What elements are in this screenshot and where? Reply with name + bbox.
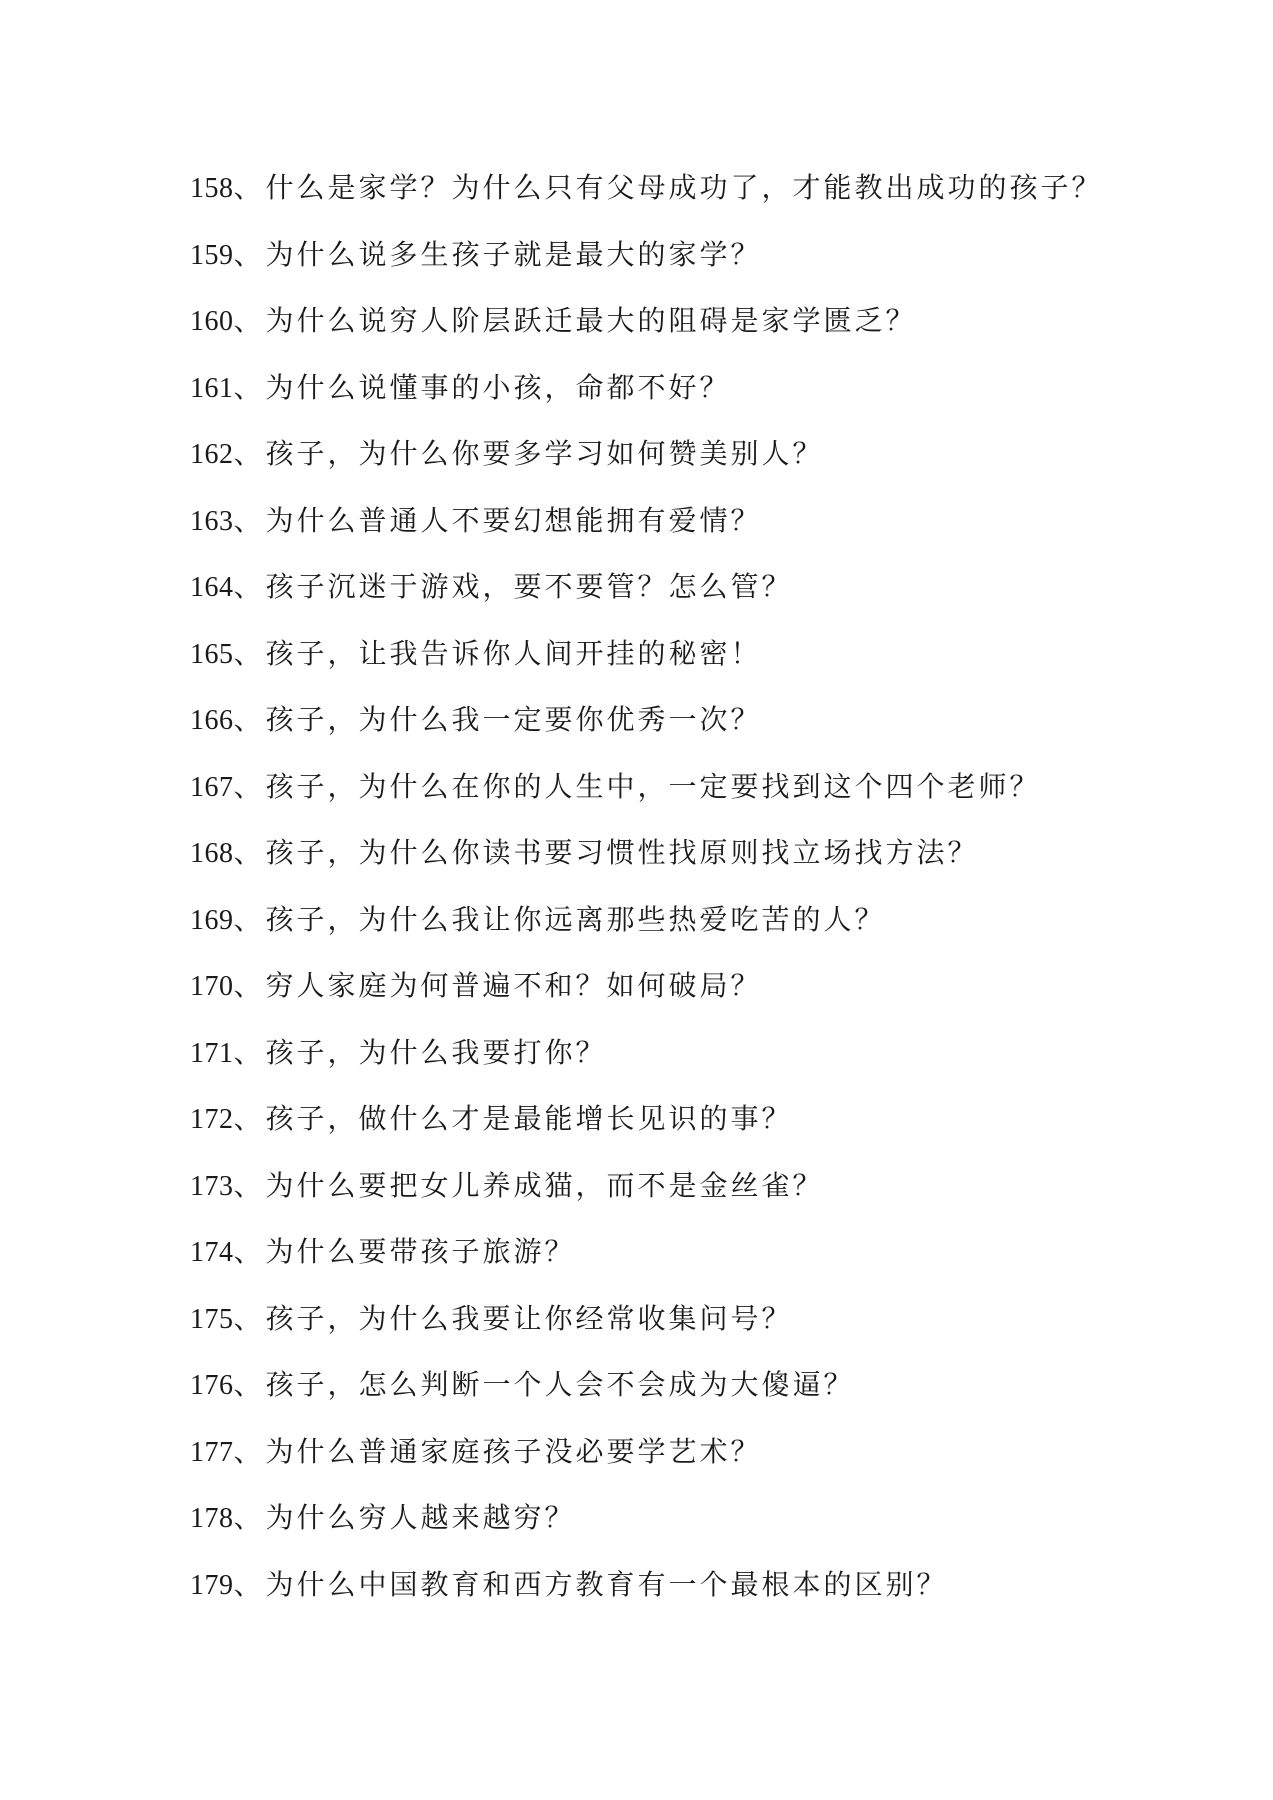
question-item — [190, 825, 1103, 892]
question-text: 为什么普通家庭孩子没必要学艺术？ — [265, 1434, 762, 1468]
question-text: 穷人家庭为何普遍不和？如何破局？ — [265, 969, 762, 1002]
question-item — [190, 626, 1103, 693]
question-item — [190, 1424, 1103, 1491]
question-number: 158 — [190, 173, 234, 204]
question-text: 孩子，为什么你读书要习惯性找原则找立场找方法？ — [265, 836, 979, 869]
question-separator: 、 — [233, 969, 262, 1002]
question-separator: 、 — [233, 902, 262, 936]
question-number: 165 — [190, 638, 234, 670]
question-number: 174 — [190, 1237, 234, 1268]
question-item — [190, 293, 1103, 360]
question-text: 孩子，为什么我要让你经常收集问号？ — [265, 1301, 793, 1335]
question-number: 179 — [190, 1569, 234, 1601]
question-separator: 、 — [233, 836, 262, 869]
question-text: 孩子，为什么我要打你？ — [265, 1035, 607, 1069]
question-separator: 、 — [233, 1368, 262, 1401]
question-number: 177 — [190, 1436, 234, 1468]
question-text: 孩子，怎么判断一个人会不会成为大傻逼？ — [265, 1368, 855, 1401]
question-separator: 、 — [233, 1501, 262, 1534]
question-item — [190, 1490, 1103, 1557]
question-item — [190, 1091, 1103, 1158]
question-item — [190, 759, 1103, 826]
question-separator: 、 — [233, 1235, 262, 1268]
question-separator: 、 — [233, 1301, 262, 1335]
question-number: 172 — [190, 1104, 234, 1135]
question-item — [190, 360, 1103, 427]
question-item — [190, 958, 1103, 1025]
question-separator: 、 — [233, 1035, 262, 1069]
question-item — [190, 1158, 1103, 1225]
question-item — [190, 1025, 1103, 1092]
question-separator: 、 — [233, 503, 262, 537]
question-separator: 、 — [233, 1102, 262, 1135]
question-item — [190, 227, 1103, 294]
question-text: 为什么中国教育和西方教育有一个最根本的区别？ — [265, 1567, 948, 1601]
question-text: 为什么要把女儿养成猫，而不是金丝雀？ — [265, 1168, 824, 1202]
question-separator: 、 — [233, 570, 262, 603]
question-separator: 、 — [233, 304, 262, 337]
question-item — [190, 160, 1103, 227]
question-text: 为什么要带孩子旅游？ — [265, 1235, 576, 1268]
question-number: 160 — [190, 306, 234, 337]
question-number: 171 — [190, 1037, 234, 1069]
question-number: 175 — [190, 1303, 234, 1335]
question-separator: 、 — [233, 1567, 262, 1601]
question-separator: 、 — [233, 769, 262, 803]
question-text: 为什么说懂事的小孩，命都不好？ — [265, 370, 731, 404]
question-separator: 、 — [233, 370, 262, 404]
question-text: 为什么说穷人阶层跃迁最大的阻碍是家学匮乏？ — [265, 304, 917, 337]
question-text: 孩子，为什么我让你远离那些热爱吃苦的人？ — [265, 902, 886, 936]
question-text: 孩子，为什么我一定要你优秀一次？ — [265, 703, 762, 736]
question-number: 178 — [190, 1503, 234, 1534]
question-item — [190, 692, 1103, 759]
question-text: 孩子，让我告诉你人间开挂的秘密！ — [265, 636, 762, 670]
question-text: 为什么穷人越来越穷？ — [265, 1501, 576, 1534]
question-number: 163 — [190, 505, 234, 537]
question-text: 为什么普通人不要幻想能拥有爱情？ — [265, 503, 762, 537]
question-item — [190, 559, 1103, 626]
question-text: 孩子沉迷于游戏，要不要管？怎么管？ — [265, 570, 793, 603]
question-text: 孩子，为什么在你的人生中，一定要找到这个四个老师？ — [265, 769, 1041, 803]
question-number: 173 — [190, 1170, 234, 1202]
question-separator: 、 — [233, 1168, 262, 1202]
question-item — [190, 493, 1103, 560]
question-number: 176 — [190, 1370, 234, 1401]
question-number: 164 — [190, 572, 234, 603]
question-separator: 、 — [233, 636, 262, 670]
question-item — [190, 892, 1103, 959]
question-item — [190, 1557, 1103, 1624]
question-number: 167 — [190, 771, 234, 803]
question-text: 什么是家学？为什么只有父母成功了，才能教出成功的孩子？ — [265, 171, 1103, 204]
question-number: 166 — [190, 705, 234, 736]
question-number: 159 — [190, 239, 234, 271]
question-text: 为什么说多生孩子就是最大的家学？ — [265, 237, 762, 271]
question-item — [190, 1291, 1103, 1358]
question-item — [190, 1357, 1103, 1424]
question-number: 161 — [190, 372, 234, 404]
question-separator: 、 — [233, 171, 262, 204]
question-number: 162 — [190, 439, 234, 470]
question-list — [190, 160, 1103, 1623]
question-number: 169 — [190, 904, 234, 936]
question-text: 孩子，做什么才是最能增长见识的事？ — [265, 1102, 793, 1135]
question-item — [190, 426, 1103, 493]
question-separator: 、 — [233, 1434, 262, 1468]
question-text: 孩子，为什么你要多学习如何赞美别人？ — [265, 437, 824, 470]
question-number: 168 — [190, 838, 234, 869]
question-number: 170 — [190, 971, 234, 1002]
question-separator: 、 — [233, 237, 262, 271]
question-separator: 、 — [233, 437, 262, 470]
question-item — [190, 1224, 1103, 1291]
question-separator: 、 — [233, 703, 262, 736]
